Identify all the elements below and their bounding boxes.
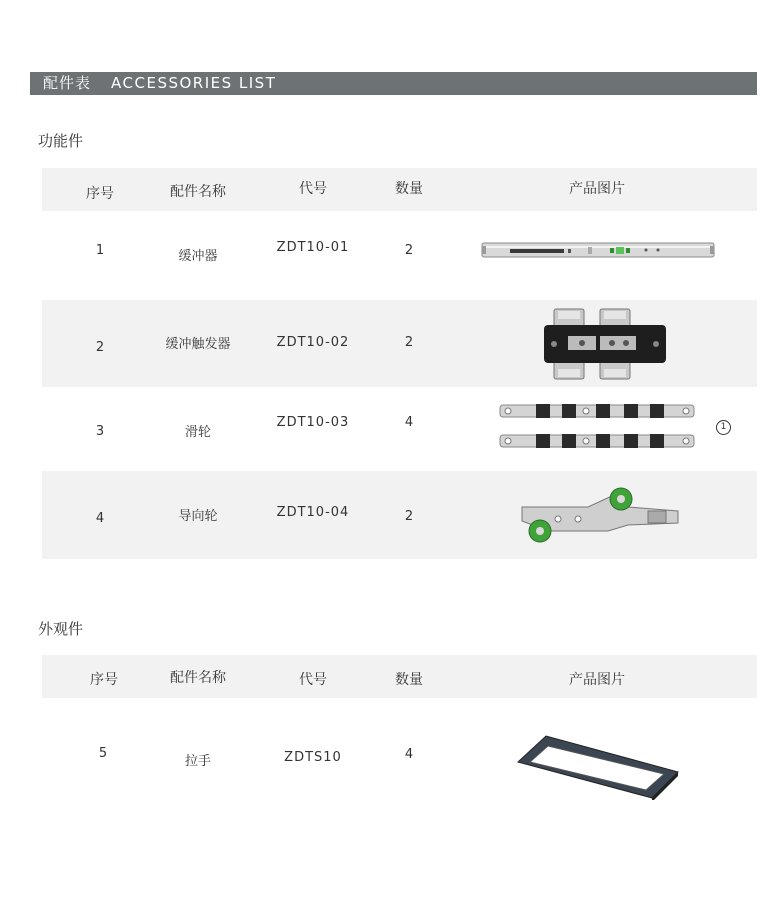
- exterior-header-row: [42, 655, 757, 698]
- table-row: [42, 471, 757, 559]
- header-name: 配件名称: [170, 670, 226, 686]
- functional-section-title: 功能件: [38, 132, 84, 150]
- trigger-block-image: [542, 307, 668, 381]
- row-code: ZDT10-03: [276, 415, 350, 430]
- header-code: 代号: [299, 672, 327, 688]
- row-no: 1: [95, 243, 105, 258]
- table-row: [42, 300, 757, 387]
- exterior-section-title: 外观件: [38, 620, 84, 638]
- table-row: [42, 698, 757, 818]
- circled-number-marker: 1: [716, 420, 731, 435]
- accessories-banner: [30, 72, 757, 95]
- row-code: ZDT10-02: [276, 335, 350, 350]
- header-code: 代号: [299, 181, 327, 197]
- row-no: 4: [95, 511, 105, 526]
- banner-cn: 配件表: [43, 74, 92, 92]
- header-image: 产品图片: [569, 181, 625, 197]
- row-name: 导向轮: [178, 509, 218, 524]
- row-qty: 4: [404, 747, 414, 762]
- header-qty: 数量: [395, 672, 423, 688]
- row-qty: 4: [404, 415, 414, 430]
- row-code: ZDTS10: [284, 750, 342, 765]
- functional-header-row: [42, 168, 757, 211]
- row-code: ZDT10-04: [276, 505, 350, 520]
- guide-wheel-image: [518, 487, 684, 545]
- roller-strip-image: [498, 401, 698, 457]
- row-no: 3: [95, 424, 105, 439]
- header-image: 产品图片: [569, 672, 625, 688]
- row-qty: 2: [404, 335, 414, 350]
- handle-frame-image: [514, 734, 682, 800]
- row-name: 滑轮: [184, 425, 212, 440]
- table-row: [42, 387, 757, 471]
- header-name: 配件名称: [170, 184, 226, 200]
- row-name: 缓冲器: [178, 249, 218, 264]
- row-name: 拉手: [184, 754, 212, 769]
- row-no: 2: [95, 340, 105, 355]
- table-row: [42, 211, 757, 300]
- damper-rail-image: [480, 239, 716, 261]
- banner-en: ACCESSORIES LIST: [111, 74, 277, 92]
- row-qty: 2: [404, 509, 414, 524]
- row-no: 5: [98, 746, 108, 761]
- header-no: 序号: [90, 672, 118, 688]
- header-no: 序号: [86, 186, 114, 202]
- header-qty: 数量: [395, 181, 423, 197]
- row-qty: 2: [404, 243, 414, 258]
- row-name: 缓冲触发器: [165, 337, 231, 352]
- row-code: ZDT10-01: [276, 240, 350, 255]
